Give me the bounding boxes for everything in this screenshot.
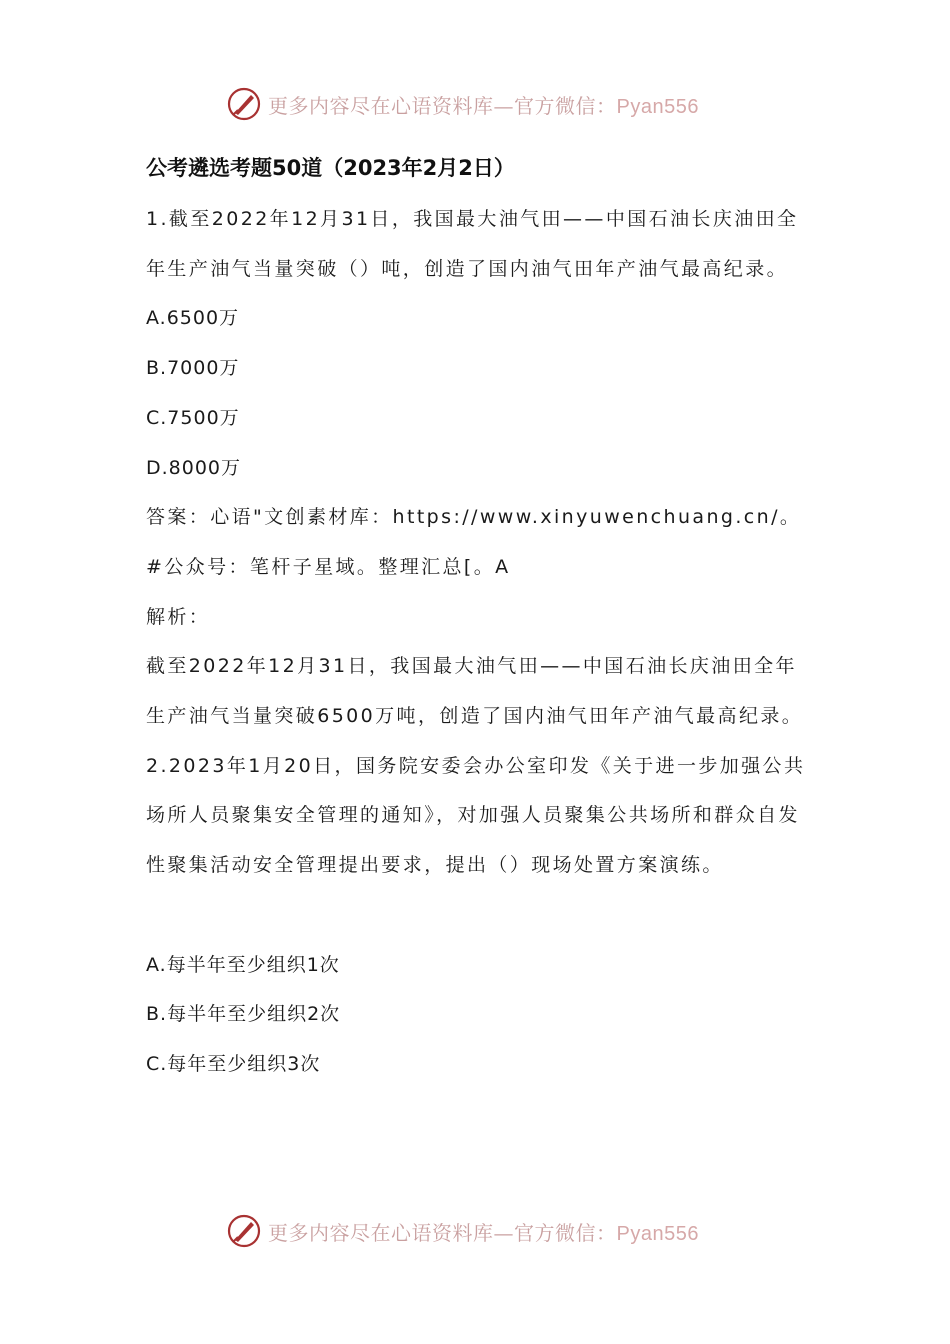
quill-logo-icon [226, 1213, 262, 1249]
question-1-option-d: D.8000万 [146, 456, 242, 479]
question-2-stem: 2.2023年1月20日，国务院安委会办公室印发《关于进一步加强公共场所人员聚集安全管理的通知》，对加强人员聚集公共场所和群众自发性聚集活动安全管理提出要求，提出（）现场处置方案演练。 [146, 754, 806, 877]
quill-logo-icon [226, 86, 262, 122]
blank-line [146, 891, 810, 941]
question-1-stem: 1.截至2022年12月31日，我国最大油气田——中国石油长庆油田全年生产油气当量突破（）吨，创造了国内油气田年产油气最高纪录。 [146, 208, 799, 280]
document-body [146, 195, 810, 1090]
watermark-id: Pyan556 [616, 95, 699, 118]
watermark-id: Pyan556 [616, 1222, 699, 1245]
page-title: 公考遴选考题50道（2023年2月2日） [146, 156, 515, 180]
question-1-answer: 答案：心语"文创素材库：https://www.xinyuwenchuang.cn/。#公众号：笔杆子星域。整理汇总[。A [146, 506, 802, 578]
watermark-text: 更多内容尽在心语资料库—官方微信： [268, 1220, 617, 1245]
watermark-header [226, 84, 699, 124]
question-1-option-a: A.6500万 [146, 307, 240, 330]
question-1-analysis: 截至2022年12月31日，我国最大油气田——中国石油长庆油田全年生产油气当量突破6500万吨，创造了国内油气田年产油气最高纪录。 [146, 655, 804, 728]
watermark-footer [226, 1211, 699, 1251]
question-2-option-a: A.每半年至少组织1次 [146, 953, 340, 976]
question-2-option-c: C.每年至少组织3次 [146, 1052, 321, 1075]
question-1-option-c: C.7500万 [146, 406, 240, 429]
question-2-option-b: B.每半年至少组织2次 [146, 1003, 341, 1026]
watermark-text: 更多内容尽在心语资料库—官方微信： [268, 93, 617, 118]
question-1-option-b: B.7000万 [146, 357, 240, 380]
question-1-analysis-label: 解析： [146, 605, 211, 628]
